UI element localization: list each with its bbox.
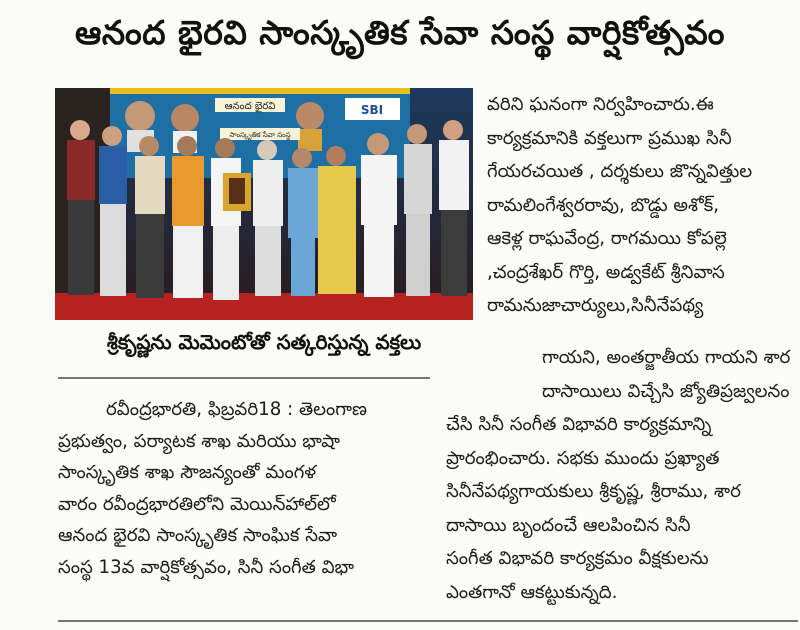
article-line: గాయని, అంతర్జాతీయ గాయని శార xyxy=(542,347,791,368)
article-line: దాసాయి బృందంచే ఆలపించిన సినీ xyxy=(446,514,691,536)
caption-divider xyxy=(58,377,430,379)
event-photo xyxy=(55,88,473,320)
article-line: ప్రభుత్వం, పర్యాటక శాఖ మరియు భాషా xyxy=(58,430,340,452)
photo-caption: శ్రీకృష్ణను మెమెంటోతో సత్కరిస్తున్న వక్తలు xyxy=(106,330,422,354)
event-photo-illustration xyxy=(55,88,473,320)
article-line: రామనుజాచార్యులు,సినీనేపథ్య xyxy=(487,295,704,316)
article-right-column-lower xyxy=(446,341,800,609)
article-line: రామలింగేశ్వరరావు, బొడ్డు అశోక్, xyxy=(487,194,720,216)
article-line: వరిని ఘనంగా నిర్వహించారు.ఈ xyxy=(487,94,714,115)
article-line: రవీంద్రభారతి, ఫిబ్రవరి18 : తెలంగాణ xyxy=(106,399,368,420)
article-line: ఆకెళ్ల రాఘవేంద్ర, రాగమయి కోపల్లె xyxy=(487,228,727,249)
article-line: ప్రారంభించారు. సభకు ముందు ప్రఖ్యాత xyxy=(446,447,720,469)
article-line: సంగీత విభావరి కార్యక్రమం వీక్షకులను xyxy=(446,548,709,569)
sponsor-logo-text: SBI xyxy=(360,103,384,117)
article-line: సినీనేపథ్యగాయకులు శ్రీకృష్ణ, శ్రీరాము, శార xyxy=(446,481,741,502)
article-line: ఎంతగానో ఆకట్టుకున్నది. xyxy=(446,581,618,603)
headline: ఆనంద భైరవి సాంస్కృతిక సేవా సంస్థ వార్షికోత్సవం xyxy=(75,12,725,52)
article-line: చేసి సినీ సంగీత విభావరి కార్యక్రమాన్ని xyxy=(446,414,712,435)
article-line: సంస్థ 13వ వార్షికోత్సవం, సినీ సంగీత విభా xyxy=(58,556,355,578)
article-line: కార్యక్రమానికి వక్తలుగా ప్రముఖ సినీ xyxy=(487,127,732,149)
article-right-column-upper xyxy=(487,88,800,323)
article-line: గేయరచయిత , దర్శకులు జొన్నవిత్తుల xyxy=(487,161,753,182)
article-line: దాసాయిలు విచ్చేసి జ్యోతిప్రజ్వలనం xyxy=(542,380,790,402)
article-line: ఆనంద భైరవి సాంస్కృతిక సాంఘిక సేవా xyxy=(58,525,338,546)
banner-text-mid: సాంస్కృతిక సేవా సంస్థ xyxy=(229,131,291,139)
bottom-rule xyxy=(58,620,798,622)
article-line: వారం రవీంద్రభారతిలోని మెయిన్‌హాల్‌లో xyxy=(58,493,336,515)
article-line: ,చంద్రశేఖర్ గొర్తి, అడ్వకేట్ శ్రీనివాస xyxy=(487,261,725,283)
banner-text-top: ఆనంద భైరవి xyxy=(224,101,276,112)
article-left-column xyxy=(58,394,436,583)
article-line: సాంస్కృతిక శాఖ సౌజన్యంతో మంగళ xyxy=(58,462,317,483)
